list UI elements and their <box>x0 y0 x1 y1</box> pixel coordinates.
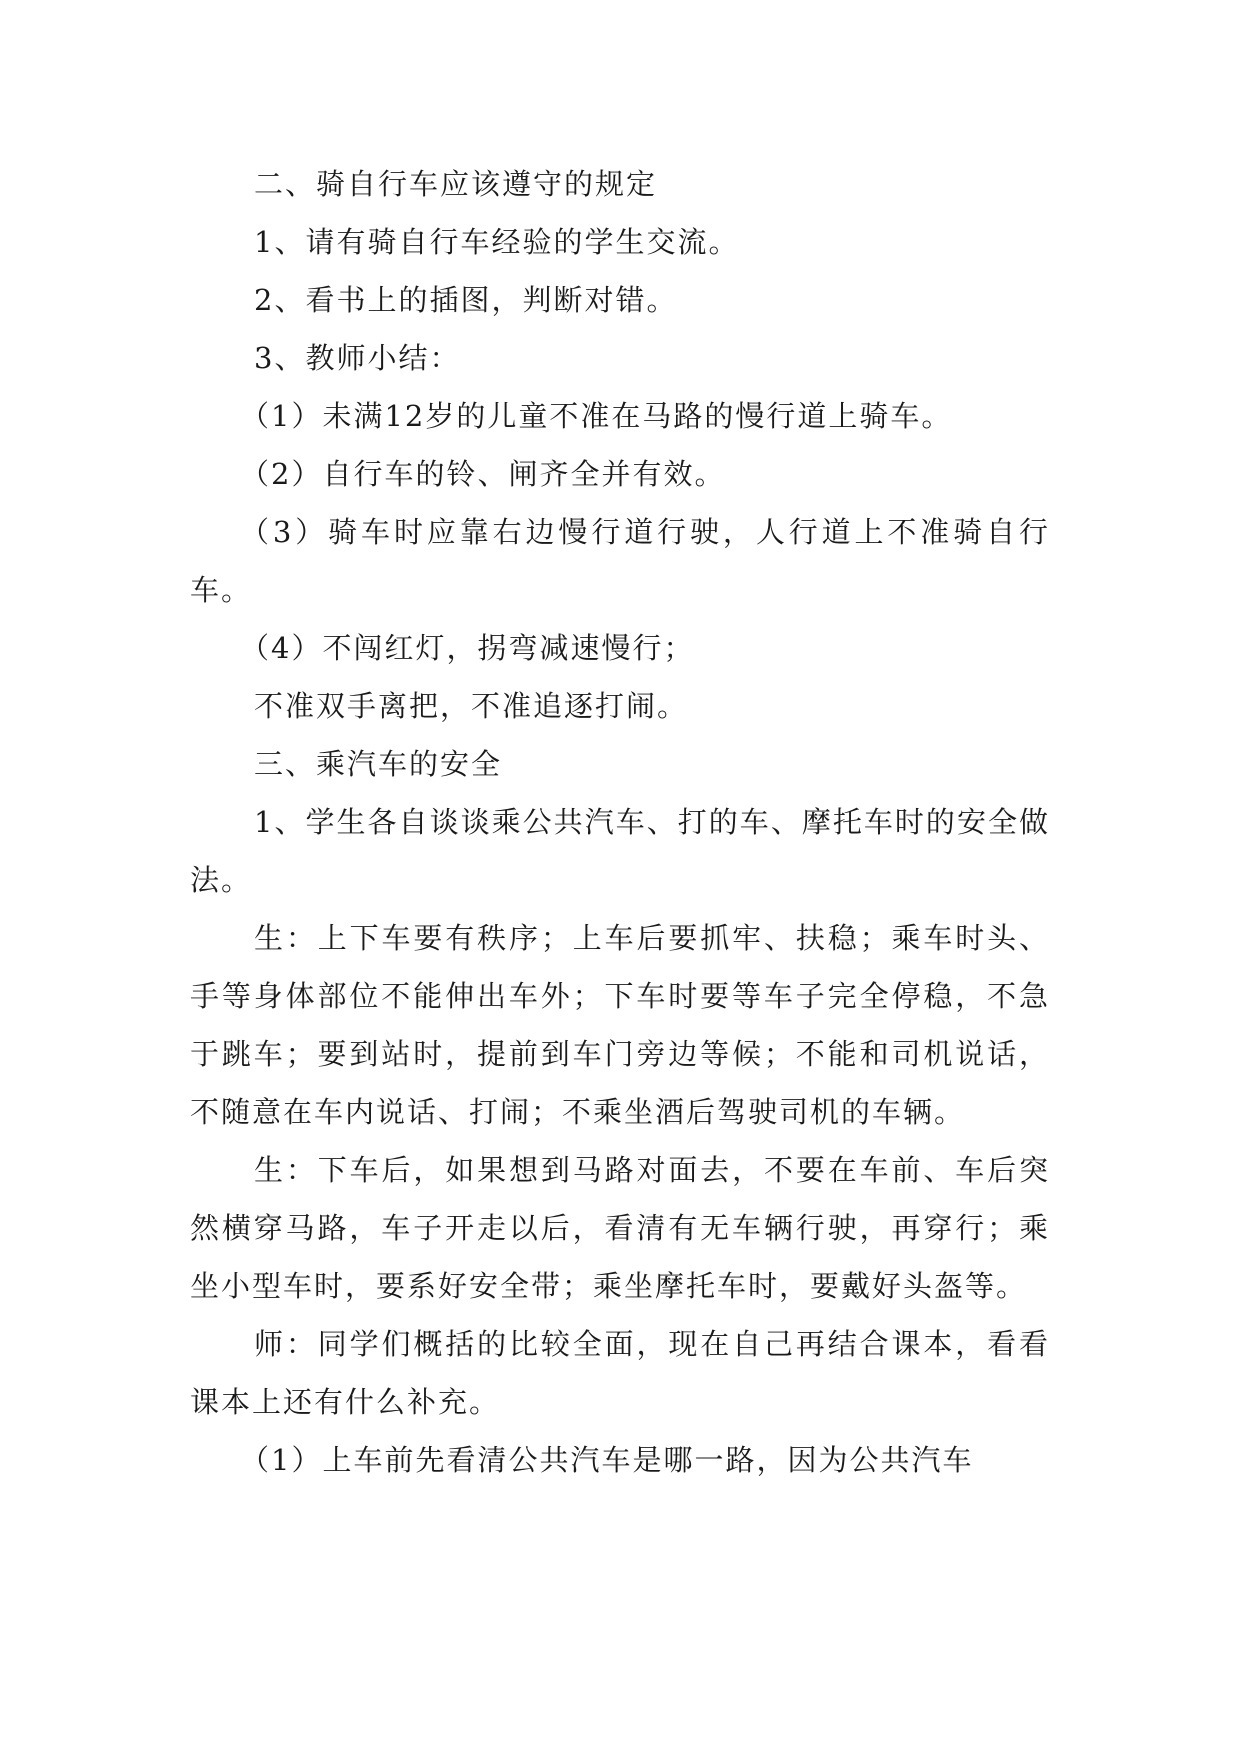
paragraph-student-answer-1: 生：上下车要有秩序；上车后要抓牢、扶稳；乘车时头、手等身体部位不能伸出车外；下车时要等车子完全停稳，不急于跳车；要到站时，提前到车门旁边等候；不能和司机说话，不随意在车内说话、打闹；不乘坐酒后驾驶司机的车辆。 <box>190 921 1050 1129</box>
paragraph-student-answer-2: 生：下车后，如果想到马路对面去，不要在车前、车后突然横穿马路，车子开走以后，看清有无车辆行驶，再穿行；乘坐小型车时，要系好安全带；乘坐摩托车时，要戴好头盔等。 <box>190 1153 1050 1303</box>
paragraph-step-1: 1、请有骑自行车经验的学生交流。 <box>254 225 740 259</box>
paragraph-rule-4-cont: 不准双手离把，不准追逐打闹。 <box>254 689 689 723</box>
paragraph-bus-step-1: 1、学生各自谈谈乘公共汽车、打的车、摩托车时的安全做法。 <box>190 805 1050 897</box>
paragraph-rule-2: （2）自行车的铃、闸齐全并有效。 <box>240 457 726 491</box>
paragraph-rule-4: （4）不闯红灯，拐弯减速慢行； <box>240 631 695 665</box>
paragraph-step-2: 2、看书上的插图，判断对错。 <box>254 283 678 317</box>
paragraph-rule-3: （3）骑车时应靠右边慢行道行驶，人行道上不准骑自行车。 <box>190 515 1050 607</box>
paragraph-rule-1: （1）未满12岁的儿童不准在马路的慢行道上骑车。 <box>240 399 953 433</box>
document-body <box>190 155 1050 1489</box>
section-heading-bus-safety: 三、乘汽车的安全 <box>254 747 503 781</box>
paragraph-teacher-remark: 师：同学们概括的比较全面，现在自己再结合课本，看看课本上还有什么补充。 <box>190 1327 1050 1419</box>
section-heading-bicycle-rules: 二、骑自行车应该遵守的规定 <box>254 167 658 201</box>
paragraph-bus-rule-1: （1）上车前先看清公共汽车是哪一路，因为公共汽车 <box>240 1443 974 1477</box>
paragraph-step-3: 3、教师小结： <box>254 341 461 375</box>
